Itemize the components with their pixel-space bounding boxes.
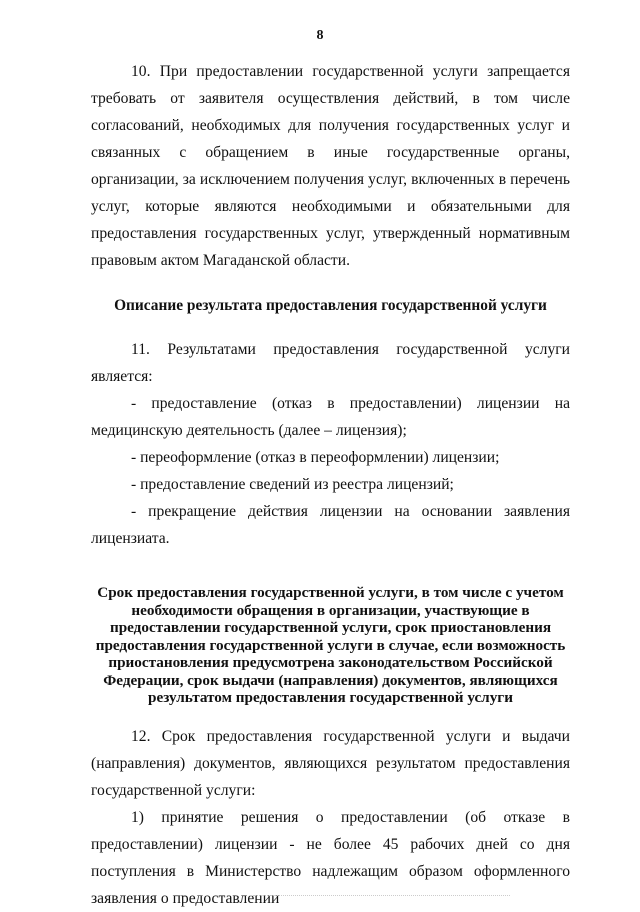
document-body [91, 58, 570, 912]
section-heading-result: Описание результата предоставления государственной услуги [114, 297, 547, 314]
paragraph-12-item-1: 1) принятие решения о предоставлении (об отказе в предоставлении) лицензии - не более 45 рабочих дней со дня поступления в Министерство надлежащим образом оформленного заявления о предоставлении [91, 808, 570, 907]
page-bottom-divider [250, 895, 510, 897]
paragraph-10: 10. При предоставлении государственной услуги запрещается требовать от заявителя осуществления действий, в том числе согласований, необходимых для получения государственных услуг и связанных с обращением в иные государственные органы, организации, за исключением получения услуг, включенных в перечень услуг, которые являются необходимыми и обязательными для предоставления государственных услуг, утвержденный нормативным правовым актом Магаданской области. [91, 63, 570, 269]
paragraph-11: 11. Результатами предоставления государственной услуги является: [91, 341, 570, 385]
page-number: 8 [316, 28, 324, 43]
section-heading-term: Срок предоставления государственной услуги, в том числе с учетом необходимости обращения в организации, участвующие в предоставлении государственной услуги, срок приостановления предоставления государственной услуги в случае, если возможность приостановления предусмотрена законодательством Российской Федерации, срок выдачи (направления) документов, являющихся результатом предоставления государственной услуги [95, 584, 566, 706]
paragraph-11-item-4: - прекращение действия лицензии на основании заявления лицензиата. [91, 503, 570, 547]
paragraph-11-item-2: - переоформление (отказ в переоформлении) лицензии; [131, 449, 500, 466]
paragraph-12: 12. Срок предоставления государственной услуги и выдачи (направления) документов, являющихся результатом предоставления государственной услуги: [91, 727, 570, 799]
paragraph-11-item-1: - предоставление (отказ в предоставлении) лицензии на медицинскую деятельность (далее – лицензия); [91, 395, 570, 439]
paragraph-11-item-3: - предоставление сведений из реестра лицензий; [131, 476, 454, 493]
